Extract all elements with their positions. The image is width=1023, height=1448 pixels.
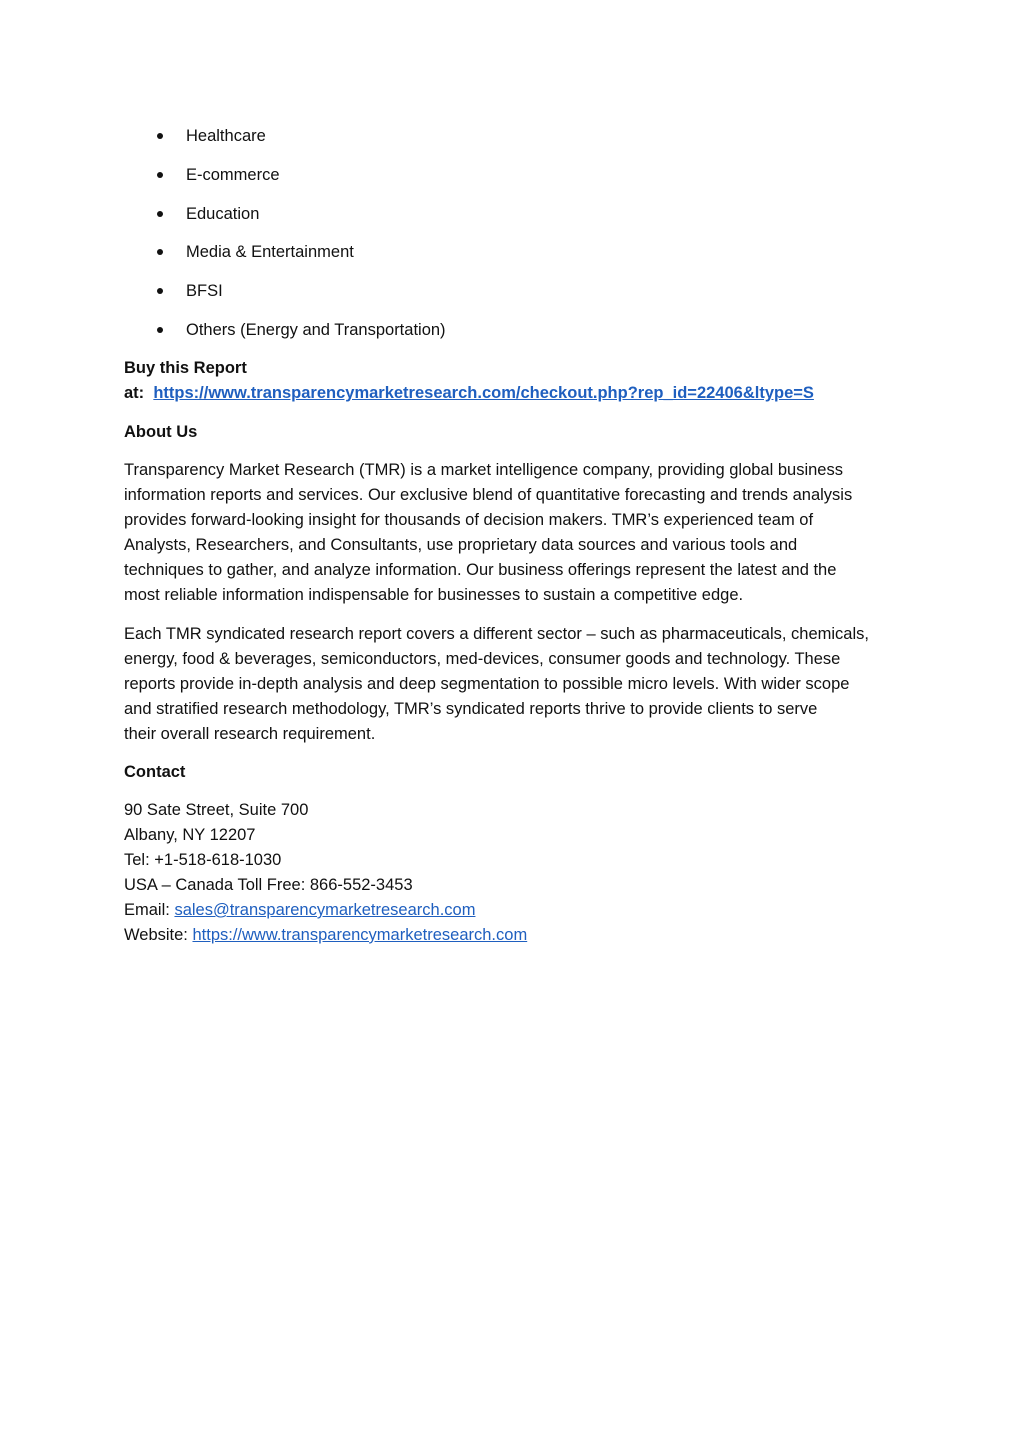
buy-report-section [124,356,904,406]
about-paragraph-2 [124,622,904,747]
list-item-label: BFSI [186,282,223,301]
website-label: Website: [124,926,193,944]
paragraph-line: reports provide in-depth analysis and deep segmentation to possible micro levels. With wider scope [124,675,850,693]
paragraph-line: techniques to gather, and analyze information. Our business offerings represent the latest and the [124,561,837,579]
contact-heading: Contact [124,763,186,781]
bullet-icon [157,327,163,333]
contact-details [124,798,904,948]
telephone: Tel: +1-518-618-1030 [124,851,282,869]
list-item-label: Media & Entertainment [186,243,354,262]
list-item-label: Others (Energy and Transportation) [186,320,446,339]
paragraph-line: and stratified research methodology, TMR’s syndicated reports thrive to provide clients to serve [124,700,818,718]
paragraph-line: their overall research requirement. [124,725,376,743]
buy-report-heading: Buy this Report [124,359,247,377]
toll-free: USA – Canada Toll Free: 866-552-3453 [124,876,413,894]
list-item [124,240,446,279]
about-heading: About Us [124,423,198,441]
address-line-2: Albany, NY 12207 [124,826,256,844]
bullet-icon [157,211,163,217]
paragraph-line: most reliable information indispensable for businesses to sustain a competitive edge. [124,586,744,604]
list-item [124,202,446,241]
paragraph-line: Each TMR syndicated research report covers a different sector – such as pharmaceuticals, chemicals, [124,625,869,643]
website-link[interactable]: https://www.transparencymarketresearch.com [192,926,528,944]
industry-bullet-list [124,124,446,357]
paragraph-line: Analysts, Researchers, and Consultants, use proprietary data sources and various tools and [124,536,798,554]
buy-report-prefix: at: [124,384,145,402]
list-item [124,124,446,163]
paragraph-line: provides forward-looking insight for thousands of decision makers. TMR’s experienced team of [124,511,814,529]
bullet-icon [157,172,163,178]
paragraph-line: energy, food & beverages, semiconductors, med-devices, consumer goods and technology. These [124,650,841,668]
list-item [124,318,446,357]
paragraph-line: Transparency Market Research (TMR) is a market intelligence company, providing global business [124,461,843,479]
list-item [124,279,446,318]
about-paragraph-1 [124,458,904,608]
list-item [124,163,446,202]
email-link[interactable]: sales@transparencymarketresearch.com [174,901,476,919]
email-label: Email: [124,901,175,919]
bullet-icon [157,288,163,294]
list-item-label: Education [186,204,260,223]
address-line-1: 90 Sate Street, Suite 700 [124,801,309,819]
paragraph-line: information reports and services. Our exclusive blend of quantitative forecasting and trends analysis [124,486,853,504]
list-item-label: E-commerce [186,165,280,184]
bullet-icon [157,249,163,255]
buy-report-link[interactable]: https://www.transparencymarketresearch.com/checkout.php?rep_id=22406&ltype=S [153,384,814,402]
bullet-icon [157,133,163,139]
list-item-label: Healthcare [186,127,266,145]
